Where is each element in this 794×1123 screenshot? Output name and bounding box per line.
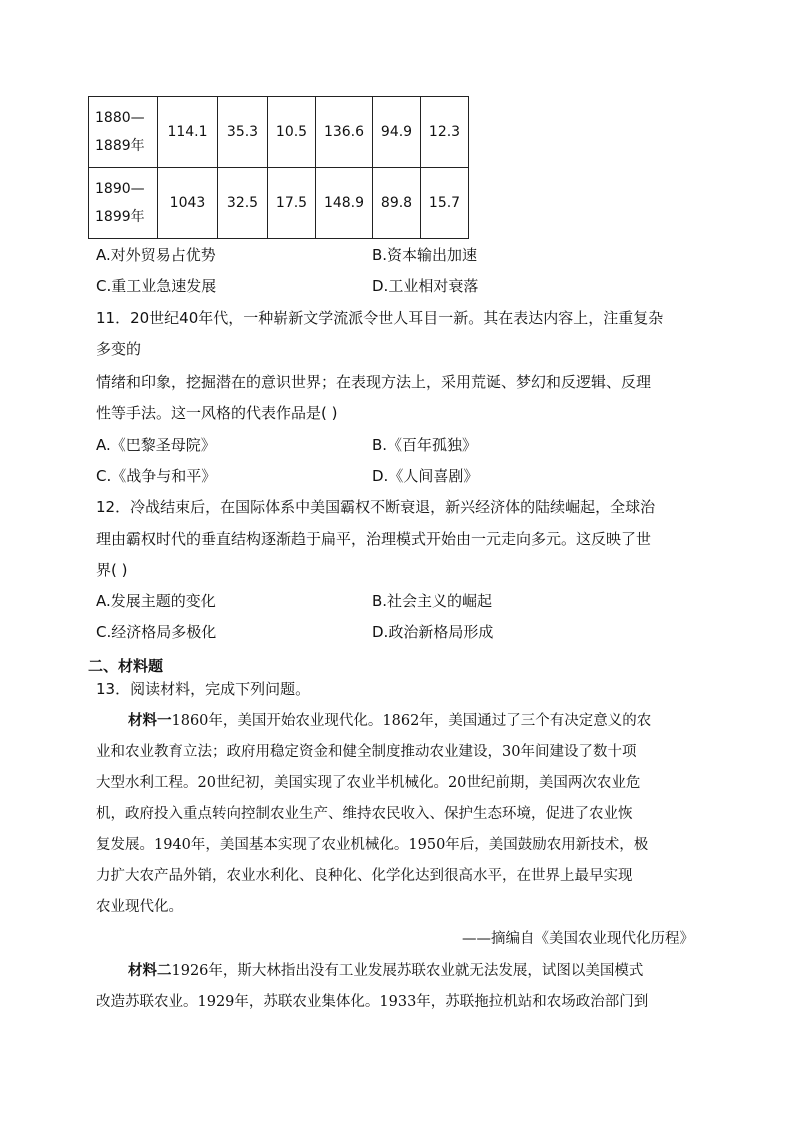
q11-option-a: A.《巴黎圣母院》 — [96, 436, 216, 454]
q11-option-d: D.《人间喜剧》 — [372, 467, 479, 485]
table-cell: 1043 — [158, 168, 218, 239]
q11-option-c: C.《战争与和平》 — [96, 467, 217, 485]
table-cell: 35.3 — [218, 97, 268, 168]
q11-option-b: B.《百年孤独》 — [372, 436, 478, 454]
table-cell: 12.3 — [421, 97, 469, 168]
table-cell: 10.5 — [268, 97, 316, 168]
table-cell: 89.8 — [373, 168, 421, 239]
q10-option-c: C.重工业急速发展 — [96, 277, 217, 295]
material1-line: 复发展。1940年，美国基本实现了农业机械化。1950年后，美国鼓励农用新技术，极 — [96, 837, 649, 853]
table-cell-year: 1880— 1889年 — [89, 97, 158, 168]
statistics-table — [88, 96, 469, 239]
q10-option-d: D.工业相对衰落 — [372, 277, 479, 295]
table-cell: 114.1 — [158, 97, 218, 168]
material2-line: 材料二1926年，斯大林指出没有工业发展苏联农业就无法发展，试图以美国模式 — [128, 962, 644, 979]
table-cell: 94.9 — [373, 97, 421, 168]
q12-stem-line: 理由霸权时代的垂直结构逐渐趋于扁平，治理模式开始由一元走向多元。这反映了世 — [96, 530, 652, 548]
table-row — [89, 168, 469, 239]
q11-stem-line: 情绪和印象，挖掘潜在的意识世界；在表现方法上，采用荒诞、梦幻和反逻辑、反理 — [96, 373, 652, 391]
q11-stem-line: 多变的 — [96, 340, 142, 358]
material1-line: 业和农业教育立法；政府用稳定资金和健全制度推动农业建设，30年间建设了数十项 — [96, 744, 637, 760]
q12-stem-line: 12．冷战结束后，在国际体系中美国霸权不断衰退，新兴经济体的陆续崛起，全球治 — [96, 498, 656, 516]
table-cell: 148.9 — [316, 168, 373, 239]
material1-source: ——摘编自《美国农业现代化历程》 — [462, 931, 694, 947]
q12-option-b: B.社会主义的崛起 — [372, 592, 493, 610]
material1-line: 机，政府投入重点转向控制农业生产、维持农民收入、保护生态环境，促进了农业恢 — [96, 806, 633, 822]
table-row — [89, 97, 469, 168]
q12-stem-line: 界( ) — [96, 561, 128, 579]
q13-prompt: 13．阅读材料，完成下列问题。 — [96, 680, 311, 698]
section-heading: 二、材料题 — [88, 657, 164, 675]
table-cell-year: 1890— 1899年 — [89, 168, 158, 239]
q12-option-d: D.政治新格局形成 — [372, 623, 494, 641]
material1-line: 材料一1860年，美国开始农业现代化。1862年，美国通过了三个有决定意义的农 — [128, 712, 652, 729]
q11-stem-line: 11．20世纪40年代，一种崭新文学流派令世人耳目一新。其在表达内容上，注重复杂 — [96, 309, 664, 327]
material2-line: 改造苏联农业。1929年，苏联农业集体化。1933年，苏联拖拉机站和农场政治部门到 — [96, 994, 649, 1010]
q11-stem-line: 性等手法。这一风格的代表作品是( ) — [96, 404, 338, 422]
q10-option-b: B.资本输出加速 — [372, 246, 478, 264]
table-cell: 136.6 — [316, 97, 373, 168]
q10-option-a: A.对外贸易占优势 — [96, 246, 216, 264]
material1-line: 力扩大农产品外销，农业水利化、良种化、化学化达到很高水平，在世界上最早实现 — [96, 868, 633, 884]
table-cell: 32.5 — [218, 168, 268, 239]
q12-option-a: A.发展主题的变化 — [96, 592, 216, 610]
material1-line: 大型水利工程。20世纪初，美国实现了农业半机械化。20世纪前期，美国两次农业危 — [96, 775, 641, 791]
q12-option-c: C.经济格局多极化 — [96, 623, 217, 641]
table-cell: 15.7 — [421, 168, 469, 239]
table-cell: 17.5 — [268, 168, 316, 239]
material1-line: 农业现代化。 — [96, 899, 183, 915]
material2-label: 材料二 — [128, 962, 172, 979]
material1-label: 材料一 — [128, 712, 172, 729]
